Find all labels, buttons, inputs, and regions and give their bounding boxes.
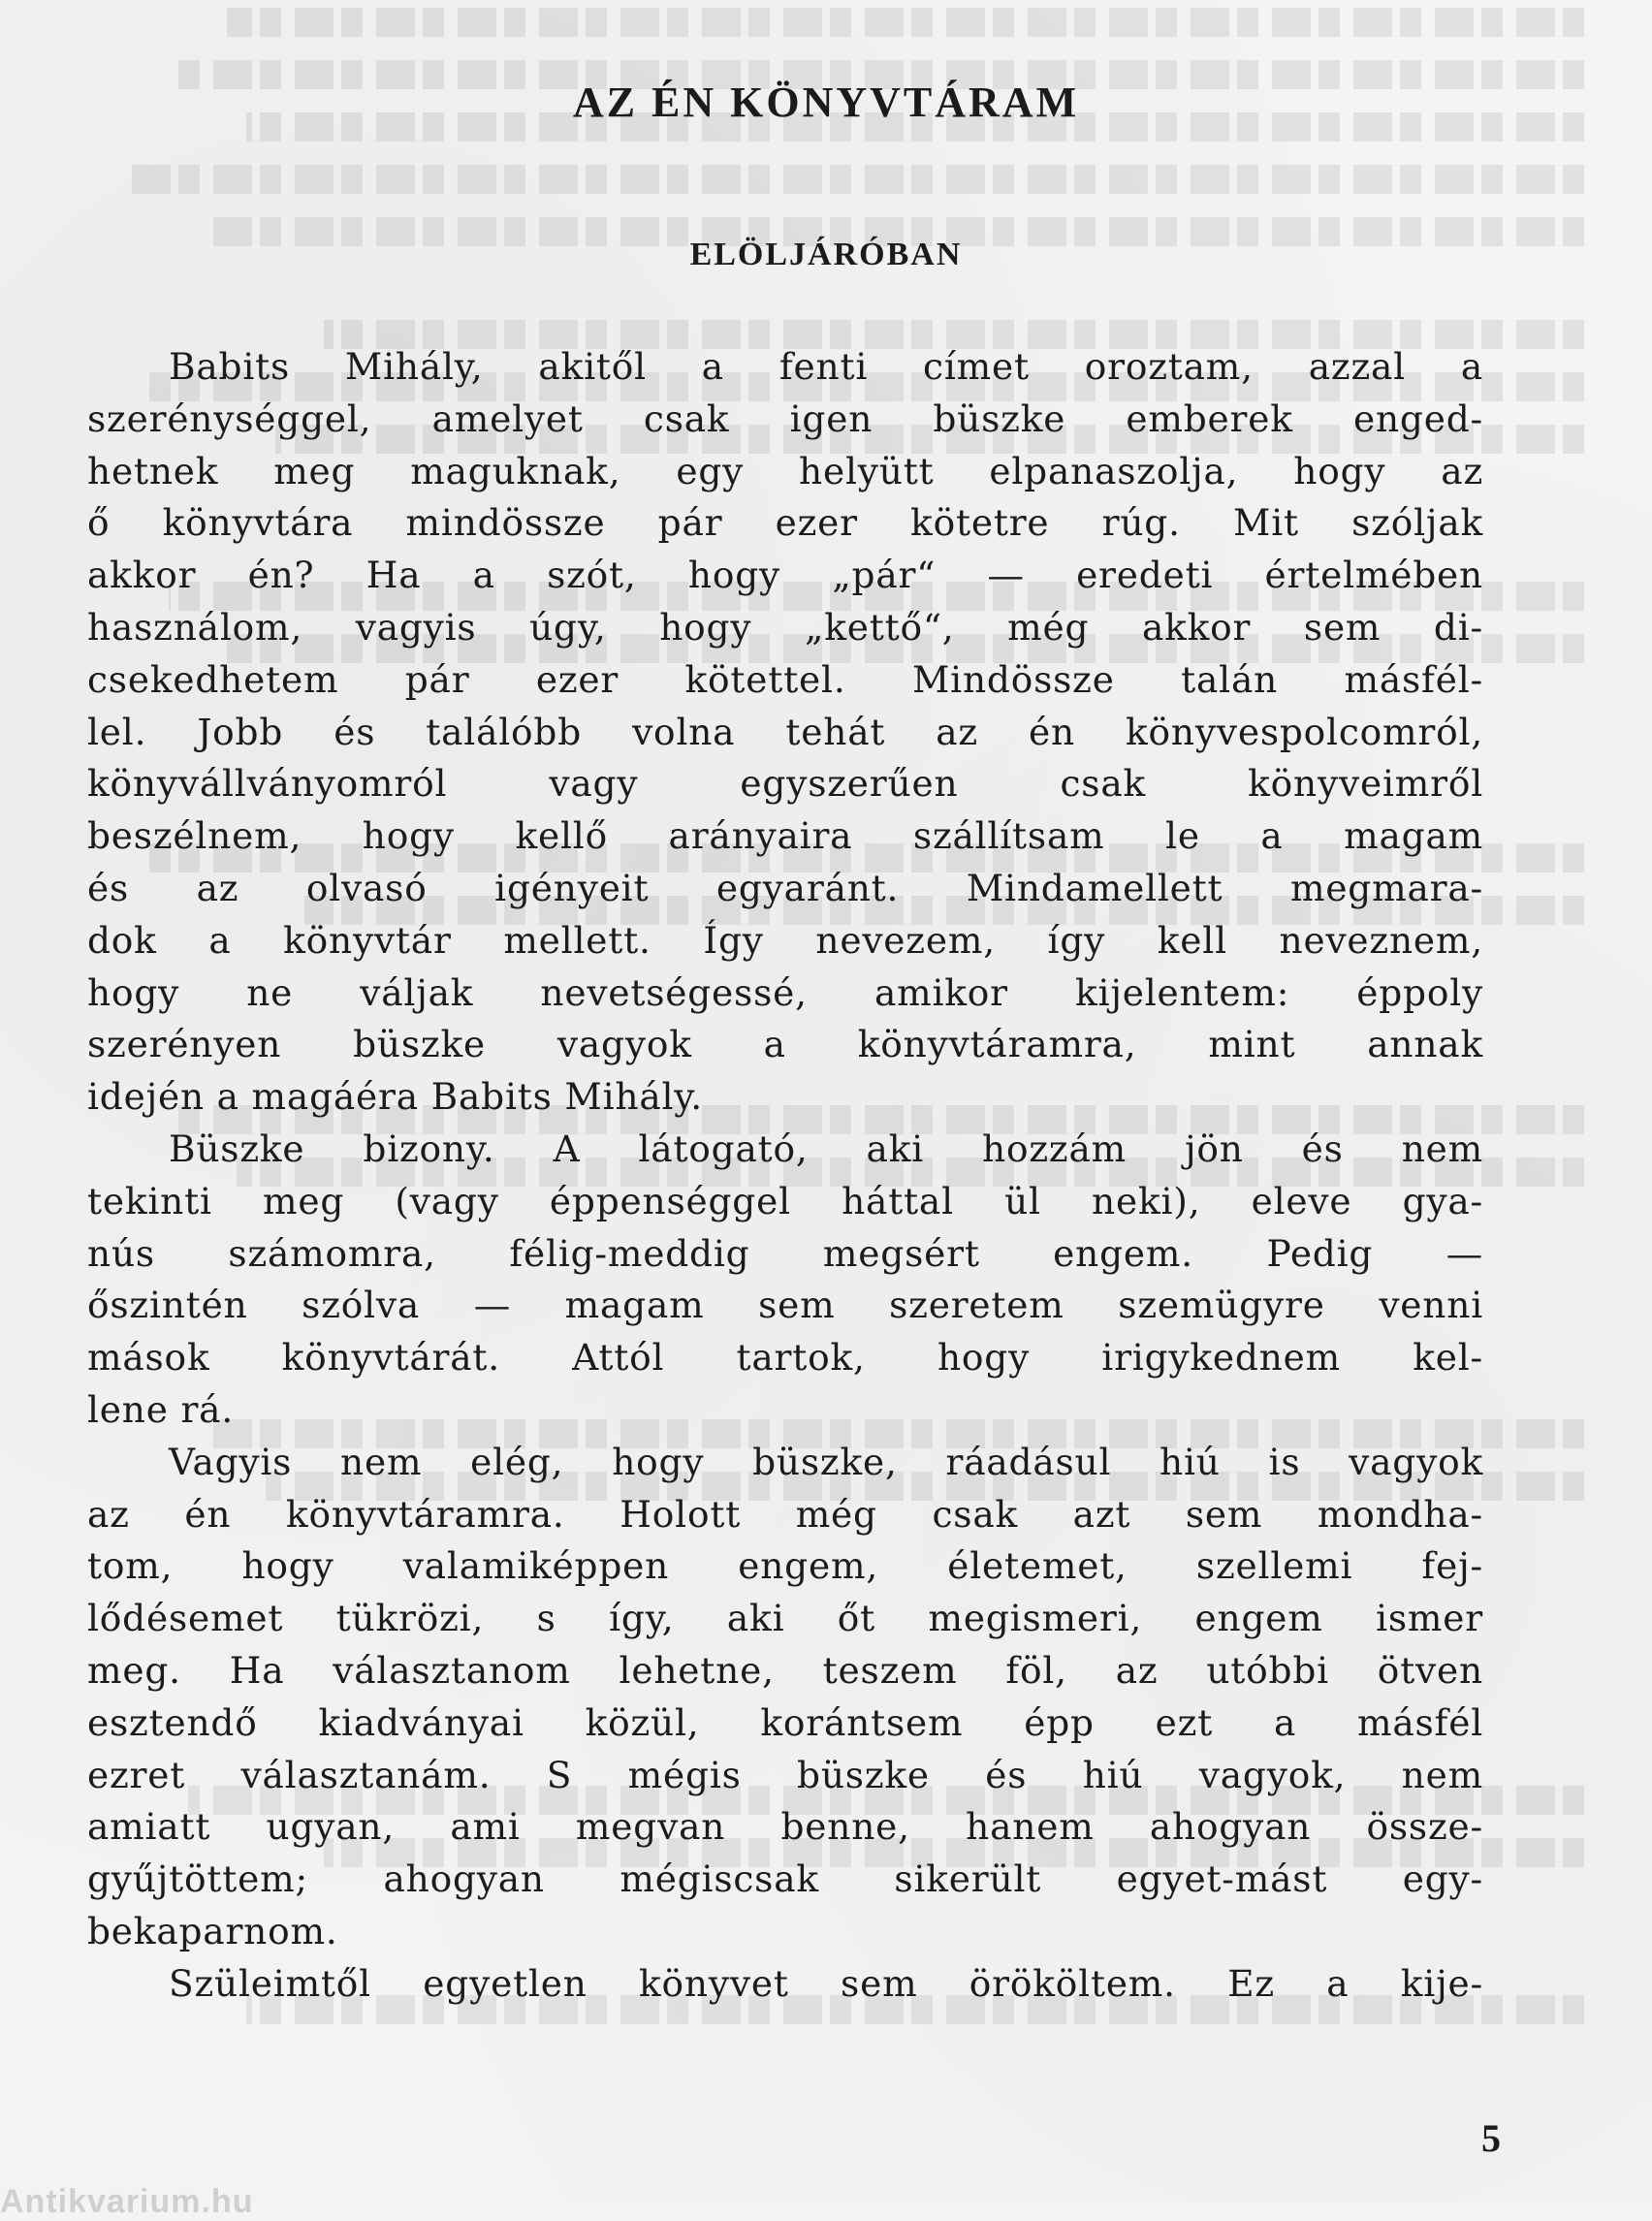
- text-line: az én könyvtáramra. Holott még csak azt sem mondha-: [87, 1492, 1483, 1536]
- text-line: Büszke bizony. A látogató, aki hozzám jön és nem: [169, 1126, 1483, 1170]
- text-line: mások könyvtárát. Attól tartok, hogy irigykednem kel-: [87, 1336, 1483, 1380]
- text-line: beszélnem, hogy kellő arányaira szállítsam le a magam: [87, 814, 1483, 858]
- text-line: könyvállványomról vagy egyszerűen csak könyveimről: [87, 762, 1483, 806]
- text-line: tom, hogy valamiképpen engem, életemet, szellemi fej-: [87, 1544, 1483, 1588]
- text-line: bekaparnom.: [87, 1909, 338, 1952]
- text-line: Babits Mihály, akitől a fenti címet oroztam, azzal a: [169, 345, 1483, 388]
- text-line: gyűjtöttem; ahogyan mégiscsak sikerült egyet-mást egy-: [87, 1857, 1483, 1901]
- text-line: Vagyis nem elég, hogy büszke, ráadásul hiú is vagyok: [169, 1440, 1483, 1483]
- section-subtitle: ELÖLJÁRÓBAN: [689, 237, 963, 272]
- site-watermark: Antikvarium.hu: [0, 2183, 254, 2220]
- text-line: hogy ne váljak nevetségessé, amikor kijelentem: éppoly: [87, 970, 1483, 1014]
- text-line: nús számomra, félig-meddig megsért engem. Pedig —: [87, 1231, 1483, 1275]
- chapter-title: AZ ÉN KÖNYVTÁRAM: [572, 79, 1080, 126]
- page-number: 5: [1481, 2116, 1501, 2160]
- text-line: tekinti meg (vagy éppenséggel háttal ül neki), eleve gya-: [87, 1179, 1483, 1222]
- text-line: dok a könyvtár mellett. Így nevezem, így kell neveznem,: [87, 918, 1483, 962]
- text-line: lődésemet tükrözi, s így, aki őt megismeri, engem ismer: [87, 1597, 1483, 1640]
- text-line: idején a magáéra Babits Mihály.: [87, 1075, 703, 1119]
- text-line: esztendő kiadványai közül, korántsem épp ezt a másfél: [87, 1700, 1483, 1744]
- text-line: szerénységgel, amelyet csak igen büszke emberek enged-: [87, 397, 1483, 440]
- text-line: Szüleimtől egyetlen könyvet sem örököltem. Ez a kije-: [169, 1961, 1483, 2005]
- text-line: akkor én? Ha a szót, hogy „pár“ — eredeti értelmében: [87, 554, 1483, 597]
- text-line: lel. Jobb és találóbb volna tehát az én könyvespolcomról,: [87, 710, 1483, 753]
- text-line: őszintén szólva — magam sem szeretem szemügyre venni: [87, 1284, 1483, 1327]
- text-line: lene rá.: [87, 1387, 235, 1431]
- text-line: hetnek meg maguknak, egy helyütt elpanaszolja, hogy az: [87, 449, 1483, 492]
- body-text: [87, 341, 1483, 2011]
- text-line: és az olvasó igényeit egyaránt. Mindamellett megmara-: [87, 866, 1483, 909]
- text-line: használom, vagyis úgy, hogy „kettő“, még akkor sem di-: [87, 605, 1483, 649]
- text-line: ő könyvtára mindössze pár ezer kötetre rúg. Mit szóljak: [87, 501, 1483, 545]
- text-line: ezret választanám. S mégis büszke és hiú vagyok, nem: [87, 1753, 1483, 1796]
- text-line: szerényen büszke vagyok a könyvtáramra, mint annak: [87, 1023, 1483, 1066]
- text-line: amiatt ugyan, ami megvan benne, hanem ahogyan össze-: [87, 1805, 1483, 1849]
- text-line: meg. Ha választanom lehetne, teszem föl, az utóbbi ötven: [87, 1648, 1483, 1692]
- text-line: csekedhetem pár ezer kötettel. Mindössze talán másfél-: [87, 657, 1483, 701]
